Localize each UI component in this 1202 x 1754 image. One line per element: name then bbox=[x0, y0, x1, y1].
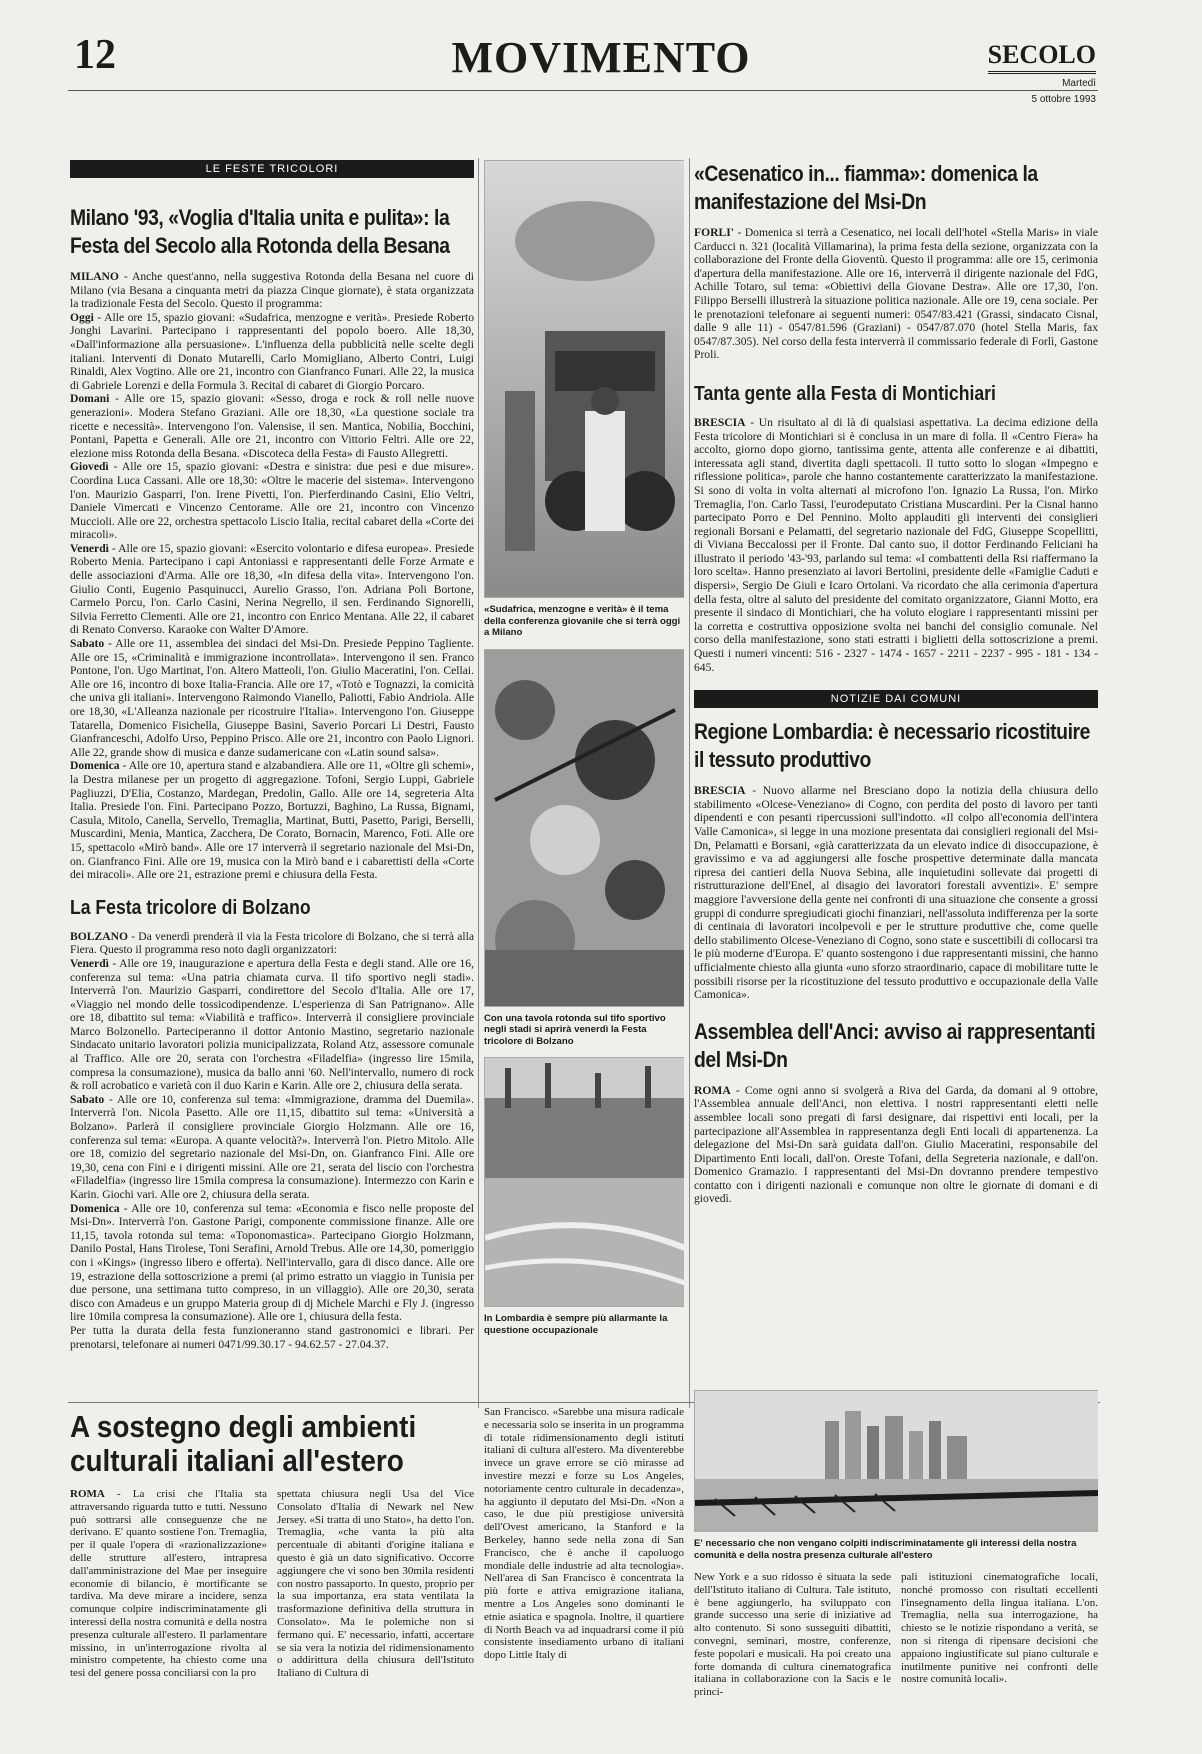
photo-new-york-skyline bbox=[694, 1390, 1098, 1532]
culture-article-right bbox=[694, 1390, 1098, 1730]
montichiari-article: BRESCIA - Un risultato al di là di qualsiasi aspettativa. La decima edizione della Festa tricolore di Montichiari si è conclusa in un mare di folla. Il «Centro Fiera» ha accolto, giorno dopo giorno, tantissima gente, attenta alle conferenze e ai dibattiti, interessata agli stand, divertita dagli spettacoli. Il tutto sotto lo slogan «Impegno e riflessione politica», parole che hanno costantemente caratterizzato la manifestazione. Si sono di volta in volta alternati al microfono l'on. Ignazio La Russa, l'on. Mirko Tremaglia, l'on. Carlo Tassi, l'eurodeputato Cristiana Muscardini. Per la Cisnal hanno partecipato Porro e Del Pennino. Molto applauditi gli interventi dei consiglieri regionali Borsani e Pelamatti, del segretario nazionale del FdG, Giuseppe Scopellitti, di Viviana Beccalossi per il Fronte. Dal canto suo, il dottor Ferdinando Feliciani ha illustrato il periodo '43-'93, parlando sul tema: «I combattenti della Rsi riaffermano la loro scelta». Hanno presenziato ai lavori Bertolini, presidente delle «Famiglie Caduti e dispersi», Sergio De Giuli e Icaro Ortolani. Va ricordato che alla cerimonia d'apertura della festa, oltre al saluto del presidente del comitato organizzatore, Gianni Motto, era presente il sindaco di Montichiari, che ha voluto elogiare i rappresentanti missini per la corretta e costruttiva opposizione svolta nei banchi del consiglio comunale. Nel corso della manifestazione, sono stati estratti i biglietti della sottoscrizione a premi. Questi i numeri vincenti: 516 - 2327 - 1474 - 1657 - 2211 - 2237 - 995 - 181 - 134 - 645. bbox=[694, 415, 1098, 674]
section-kicker: LE FESTE TRICOLORI bbox=[70, 160, 474, 178]
lombardia-article: BRESCIA - Nuovo allarme nel Bresciano dopo la notizia della chiusura dello stabilimento «Olcese-Veneziano» di Cogno, con perdita del posto di lavoro per tanti dipendenti e con pesanti ripercussioni sull'indotto. «Il colpo all'economia dell'intera Valle Camonica», si legge in una mozione presentata dai consiglieri regionali del Msi-Dn, Pelamatti e Borsani, «già caratterizzata da un elevato indice di disoccupazione, è gravissimo e va ad aggiungersi alle fosche prospettive determinate dalla mancata ripresa dei cantieri della Nuova Sebina, alle inquietudini sollevate dai progetti di ristrutturazione dell'Enel, al disagio dei lavoratori forestali avventizi». E' sempre maggiore l'avversione della gente nei confronti di una situazione che consente a grossi gruppi di condurre spregiudicati giochi finanziari, nell'assoluta indifferenza per la sorte di centinaia di lavoratori incolpevoli e per le strutture produttive che, come quelle dello stabilimento Olcese-Veneziano di Cogno, sono state e suscettibili di collocarsi tra le più moderne d'Europa. E' quanto sostengono i due rappresentanti missini, che hanno ufficialmente chiesto alla giunta «uno sforzo straordinario, capace di mobilitare tutte le possibili risorse per la ricostituzione del tessuto produttivo e occupazionale della Valle Camonica». bbox=[694, 784, 1098, 1002]
section-kicker-comuni: NOTIZIE DAI COMUNI bbox=[694, 690, 1098, 708]
left-column bbox=[70, 160, 474, 1400]
photo-stadium-fans bbox=[484, 649, 684, 1007]
culture-col-4: New York e a suo ridosso è situata la sede dell'Istituto italiano di Cultura. Tale istituto, è bene aggiungerlo, ha sviluppato con grande successo una serie di iniziative ad alto contenuto. Si sono susseguiti dibattiti, convegni, seminari, mostre, conferenze, feste popolari e musicali. Ha poi creato una forte domanda di cultura cinematografica italiana in collaborazione con la Sacis e le princi- bbox=[694, 1571, 891, 1699]
photo-caption-2: Con una tavola rotonda sul tifo sportivo negli stadi si aprirà venerdì la Festa tricolore di Bolzano bbox=[484, 1012, 666, 1047]
milano-article: MILANO - Anche quest'anno, nella suggestiva Rotonda della Besana nel cuore di Milano (via Besana a cinquanta metri da piazza Cinque giornate), è stata organizzata la tradizionale Festa del Secolo. Questo il programma: Oggi - Alle ore 15, spazio giovani: «Sudafrica, menzogne e verità». Presiede Roberto Jonghi Lavarini. Partecipano i rappresentanti del popolo boero. Alle 18,30, «Dall'informazione alla persuasione». L'influenza della pubblicità nelle scelte degli italiani. Interventi di Donato Mutarelli, Carlo Momigliano, Alberto Contri, Luigi Rinaldi, Alex Vogtino. Alle ore 21, incontro con Gianfranco Funari. Alle 22, la musica di Gabriele Lorenzi e della Formula 3. Recital di cabaret di Giorgio Porcaro. Domani - Alle ore 15, spazio giovani: «Sesso, droga e rock & roll nelle nuove generazioni». Modera Stefano Graziani. Alle ore 18,30, «La questione sociale tra ricette e necessità». Intervengono l'on. Valensise, il sen. Mantica, Nobilia, Bocchini, Pontani, Papetta e Generali. Alle ore 21, incontro con Vittorio Feltri. Alle ore 22, elezione miss Rotonda della Besana. «Discoteca della Festa» di Fausto Allegretti. Giovedì - Alle ore 15, spazio giovani: «Destra e sinistra: due pesi e due misure». Coordina Luca Cassani. Alle ore 18,30: «Oltre le macerie del sistema». Intervengono l'on. Maurizio Gasparri, l'on. Irene Pivetti, l'on. Pierferdinando Casini, Elio Veltri, Daniele Vimercati e Vincenzo Centorame. Alle ore 21, incontro con Vincenzo Muccioli. Alle ore 22, orchestra spettacolo Liscio Italia, recital cabaret della «Corte dei miracoli». Venerdì - Alle ore 15, spazio giovani: «Esercito volontario e difesa europea». Presiede Roberto Menia. Partecipano i capi Antoniassi e rappresentanti delle Forze Armate e delle associazioni d'Arma. Alle ore 18,30, «In difesa della vita». Intervengono l'on. Giulio Conti, Eugenio Pasquinucci, Aurelio Grasso, l'on. Adriana Poli Bortone, Carmelo Porcu, l'on. Carlo Casini, Nerina Negrello, il sen. Ferdinando Signorelli, Silvia Ferretto Clementi. Alle ore 21, incontro con Enrico Mentana. Alle 22, il cabaret di Renato Converso. Karaoke con Walter D'Amore. Sabato - Alle ore 11, assemblea dei sindaci del Msi-Dn. Presiede Peppino Tagliente. Alle ore 15, «Criminalità e immigrazione incontrollata». Intervengono il sen. Franco Pontone, l'on. Ugo Martinat, l'on. Altero Matteoli, l'on. Giulio Maceratini, l'on. Cellai. Alle ore 16, incontro di boxe Italia-Francia. Alle ore 17, «Totò e Tognazzi, la comicità che univa gli italiani». Intervengono Raimondo Vianello, Paliotti, Fabio Andriola. Alle ore 18,30, «L'Alleanza nazionale per ricostruire l'Italia». Intervengono l'on. Giuseppe Tatarella, Domenico Fisichella, Giuseppe Basini, Saverio Porcari Li Destri, Fausto Gianfranceschi, Adolfo Urso, Peppino Prisco. Alle ore 21, incontro con Paolo Lignori. Alle 22, grande show di musica e danze sudamericane con «Latin sound salsa». Domenica - Alle ore 10, apertura stand e alzabandiera. Alle ore 11, «Oltre gli schemi», la Destra milanese per un progetto di aggregazione. Tofoni, Sergio Luppi, Gabriele Pagliuzzi, D'Elia, Costanzo, Mardegan, Predolin, Gallo. Alle ore 14, segreteria Alta Italia. Presiede l'on. Fini. Partecipano Pozzo, Bortuzzi, Baghino, La Russa, Bignami, Casula, Mitolo, Canella, Servello, Tremaglia, Martinat, Butti, Pasetto, Parigi, Berselli, Muscardini, Menia, Mantica, Zacchera, De Corato, Bornacin, Marenco, Foti. Alle ore 15, spettacolo «Mirò band». Alle ore 17 interverrà il segretario nazionale del Msi-Dn, on. Gianfranco Fini. Alle ore 19, musica con la Mirò band e i cabarettisti della «Corte dei miracoli». Alle ore 21, estrazione premi e chiusura della Festa. bbox=[70, 270, 474, 882]
section-title: MOVIMENTO bbox=[451, 33, 751, 82]
culture-article-left bbox=[70, 1406, 474, 1726]
montichiari-headline: Tanta gente alla Festa di Montichiari bbox=[694, 382, 996, 405]
culture-col-3: San Francisco. «Sarebbe una misura radicale e necessaria solo se inserita in un programma di totale ridimensionamento degli istituti italiani di cultura all'estero. Ma diventerebbe invece un grave errore se ciò mirasse ad investire mezzi e forze su Los Angeles, notoriamente centro culturale in decadenza», ha aggiunto il deputato del Msi-Dn. «Non a caso, le due più prestigiose università dell'Ovest americano, la Stanford e la Berkeley, hanno sede nella zona di San Francisco, che è anche il capoluogo mondiale delle industrie ad alta tecnologia». Nell'area di San Francisco è concentrata la più forte e attiva emigrazione italiana, mentre a Los Angeles sono dominanti le etnie asiatica e spagnola. Inoltre, il quartiere di North Beach va ad inquadrarsi come il più consistente insediamento urbano di italiani dopo Little Italy di bbox=[484, 1406, 684, 1662]
photo-caption-skyline: E' necessario che non vengano colpiti indiscriminatamente gli interessi della nostra comunità e della nostra presenza culturale all'estero bbox=[694, 1538, 1077, 1561]
newspaper-logo: SECOLO bbox=[988, 40, 1096, 74]
column-divider bbox=[478, 158, 479, 1408]
header-rule bbox=[68, 90, 1098, 91]
cesenatico-headline: «Cesenatico in... fiamma»: domenica la manifestazione del Msi-Dn bbox=[694, 161, 1038, 214]
lombardia-headline: Regione Lombardia: è necessario ricostituire il tessuto produttivo bbox=[694, 719, 1090, 773]
culture-col-2: spettata chiusura negli Usa del Vice Consolato d'Italia di Newark nel New Jersey. «Si tratta di uno Stato», ha detto l'on. Tremaglia, «che vanta la più alta percentuale di abitanti d'origine italiana e questo è già un dato significativo. Occorre aggiungere che vi sono ben 30mila residenti con nostro passaporto. In questo, proprio per la sua importanza, era stata ventilata la trasformazione definitiva della struttura in Consolato». Ma le polemiche non si fermano qui. E' necessario, infatti, accertare se sia vera la notizia del ridimensionamento o addirittura della chiusura dell'Istituto Italiano di Cultura di bbox=[277, 1488, 474, 1680]
photo-caption-3: In Lombardia è sempre più allarmante la questione occupazionale bbox=[484, 1313, 668, 1336]
photo-soldiers bbox=[484, 160, 684, 598]
culture-article-middle bbox=[484, 1406, 684, 1726]
middle-column bbox=[484, 160, 684, 1400]
page-number: 12 bbox=[74, 32, 116, 78]
anci-headline: Assemblea dell'Anci: avviso ai rappresentanti del Msi-Dn bbox=[694, 1018, 1096, 1072]
photo-factory bbox=[484, 1057, 684, 1307]
cesenatico-article: FORLI' - Domenica si terrà a Cesenatico, nei locali dell'hotel «Stella Maris» in viale Carducci n. 321 (località Villamarina), la prima festa della sezione, organizzata con la collaborazione del Fronte della Gioventù. Questo il programma: alle ore 15, cerimonia d'apertura della manifestazione. Alle ore 16, interverrà il dirigente nazionale del FdG, Achille Totaro, sul tema: «Obiettivi della Giovane Destra». Alle ore 17,30, l'on. Filippo Berselli illustrerà la situazione politica nazionale. Alle ore 19, cena sociale. Per le prenotazioni telefonare ai seguenti numeri: 0547/83.421 (Grassi, sindacato Cisnal, dalle 9 alle 11) - 0547/81.596 (Graziani) - 0547/87.070 (hotel Stella Maris, fax 0547/87.305). Nel corso della festa interverrà il commissario federale di Forlì, Gastone Proli. bbox=[694, 226, 1098, 362]
column-divider bbox=[689, 158, 690, 1408]
photo-caption-1: «Sudafrica, menzogne e verità» è il tema della conferenza giovanile che si terrà oggi a Milano bbox=[484, 604, 681, 638]
bolzano-article: BOLZANO - Da venerdì prenderà il via la Festa tricolore di Bolzano, che si terrà alla Fiera. Questo il programma reso noto dagli organizzatori: Venerdì - Alle ore 19, inaugurazione e apertura della Festa e degli stand. Alle ore 16, conferenza sul tema: «Una patria chiamata curva. Il tifo sportivo negli stadi». Interverrà l'on. Maurizio Gasparri, condirettore del Secolo d'Italia. Alle ore 17, «Viaggio nel mondo delle tossicodipendenze. L'esperienza di San Patrignano». Alle ore 18, dibattito sul tema: «Viabilità e traffico». Interverrà il consigliere provinciale Marco Bolzonello. Parteciperanno il dottor Antonio Mastino, segretario nazionale Sindacato unitario lavoratori polizia municipalizzata, Roland Atz, assessore comunale al Traffico. Alle ore 20, serata con l'orchestra «Filadelfia» (ingresso lire 15mila, compresa la consumazione), musica da ballo anni '60. Nell'intervallo, numero di rock & roll acrobatico e varietà con il duo Karin e Karin. Alle ore 2, chiusura della serata. Sabato - Alle ore 10, conferenza sul tema: «Immigrazione, dramma del Duemila». Interverrà l'on. Nicola Pasetto. Alle ore 11,15, dibattito sul tema: «Università a Bolzano». Parlerà il consigliere provinciale Giorgio Holzmann. Alle ore 16, conferenza sul tema: «Europa. A quante velocità?». Interverrà l'on. Pietro Mitolo. Alle ore 18, comizio del segretario nazionale del Msi-Dn, on. Gianfranco Fini. Alle ore 19,30, cena con Fini e i dirigenti missini. Alle ore 21, serata del liscio con l'orchestra «Filadelfia» (ingresso lire 15mila compresa la consumazione). Intermezzo con Karin e Karin. Giochi vari. Alle ore 2, chiusura della serata. Domenica - Alle ore 10, conferenza sul tema: «Economia e fisco nelle proposte del Msi-Dn». Interverrà l'on. Gastone Parigi, componente commissione finanze. Alle ore 11,15, tavola rotonda sul tema: «Toponomastica». Partecipano Giorgio Holzmann, Danilo Postal, Hans Tirolese, Toni Serafini, Arnold Trebus. Alle ore 14,30, pomeriggio con i «Kings» (ingresso libero e offerta). Nell'intervallo, gara di disco dance. Alle ore 19, estrazione della sottoscrizione a premi (al primo estratto un viaggio in Tunisia per due persone, una settimana tutto compreso, in un villaggio). Alle ore 20,30, serata disco con Amadeus e un gruppo Materia group di dj Michele Marchi e Fly J. (ingresso lire 10mila compresa la consumazione). Alle ore 1, chiusura della festa. Per tutta la durata della festa funzioneranno stand gastronomici e librari. Per prenotarsi, telefonare ai numeri 0471/99.30.17 - 94.62.57 - 27.04.37. bbox=[70, 929, 474, 1351]
issue-day: Martedì bbox=[1062, 78, 1096, 89]
culture-col-5: pali istituzioni cinematografiche locali, nonché promosso con risultati eccellenti l'insegnamento della lingua italiana. L'on. Tremaglia, nella sua interrogazione, ha chiesto se le notizie rispondano a verità, se non si ritenga di ripensare decisioni che appaiono ingiustificate sul piano culturale e inutilmente punitive nei confronti delle nostre comunità locali». bbox=[901, 1571, 1098, 1686]
issue-date: 5 ottobre 1993 bbox=[1031, 94, 1096, 105]
masthead bbox=[988, 40, 1096, 106]
page-header bbox=[0, 0, 1202, 150]
milano-headline: Milano '93, «Voglia d'Italia unita e pulita»: la Festa del Secolo alla Rotonda della Besana bbox=[70, 205, 450, 258]
bolzano-headline: La Festa tricolore di Bolzano bbox=[70, 896, 311, 919]
culture-headline: A sostegno degli ambienti culturali italiani all'estero bbox=[70, 1409, 417, 1478]
anci-article: ROMA - Come ogni anno si svolgerà a Riva del Garda, da domani al 9 ottobre, l'Assemblea annuale dell'Anci, non elettiva. I nostri rappresentanti eletti nelle assemblee locali sono pregati di farsi designare, dai rispettivi enti locali, per la partecipazione all'Assemblea in rappresentanza degli Enti locali di appartenenza. La delegazione del Msi-Dn sarà guidata dall'on. Giulio Maceratini, responsabile del Dipartimento Enti locali, dall'on. Oreste Tofani, della Segreteria nazionale, e dall'on. Domenico Gramazio. I rappresentanti del Msi-Dn dovranno prendere tempestivo contatto con i dirigenti nazionali e comunque non oltre le giornate di domani e di giovedì. bbox=[694, 1083, 1098, 1206]
right-column bbox=[694, 160, 1098, 1400]
culture-col-1: ROMA - La crisi che l'Italia sta attraversando riguarda tutto e tutti. Nessuno può sottrarsi alle conseguenze che ne derivano. E' quanto sostiene l'on. Tremaglia, per il quale l'opera di «razionalizzazione» delle strutture all'estero, intrapresa dall'amministrazione del Mae per inseguire economie di bilancio, è mortificante se tardiva. Ma deve mirare a incidere, senza comunque colpire indiscriminatamente gli interessi della nostra comunità e della nostra presenza culturale all'estero. Il parlamentare missino, in un'interrogazione rivolta al ministro competente, ha chiesto come una tesi del genere possa conciliarsi con la pro bbox=[70, 1488, 267, 1680]
